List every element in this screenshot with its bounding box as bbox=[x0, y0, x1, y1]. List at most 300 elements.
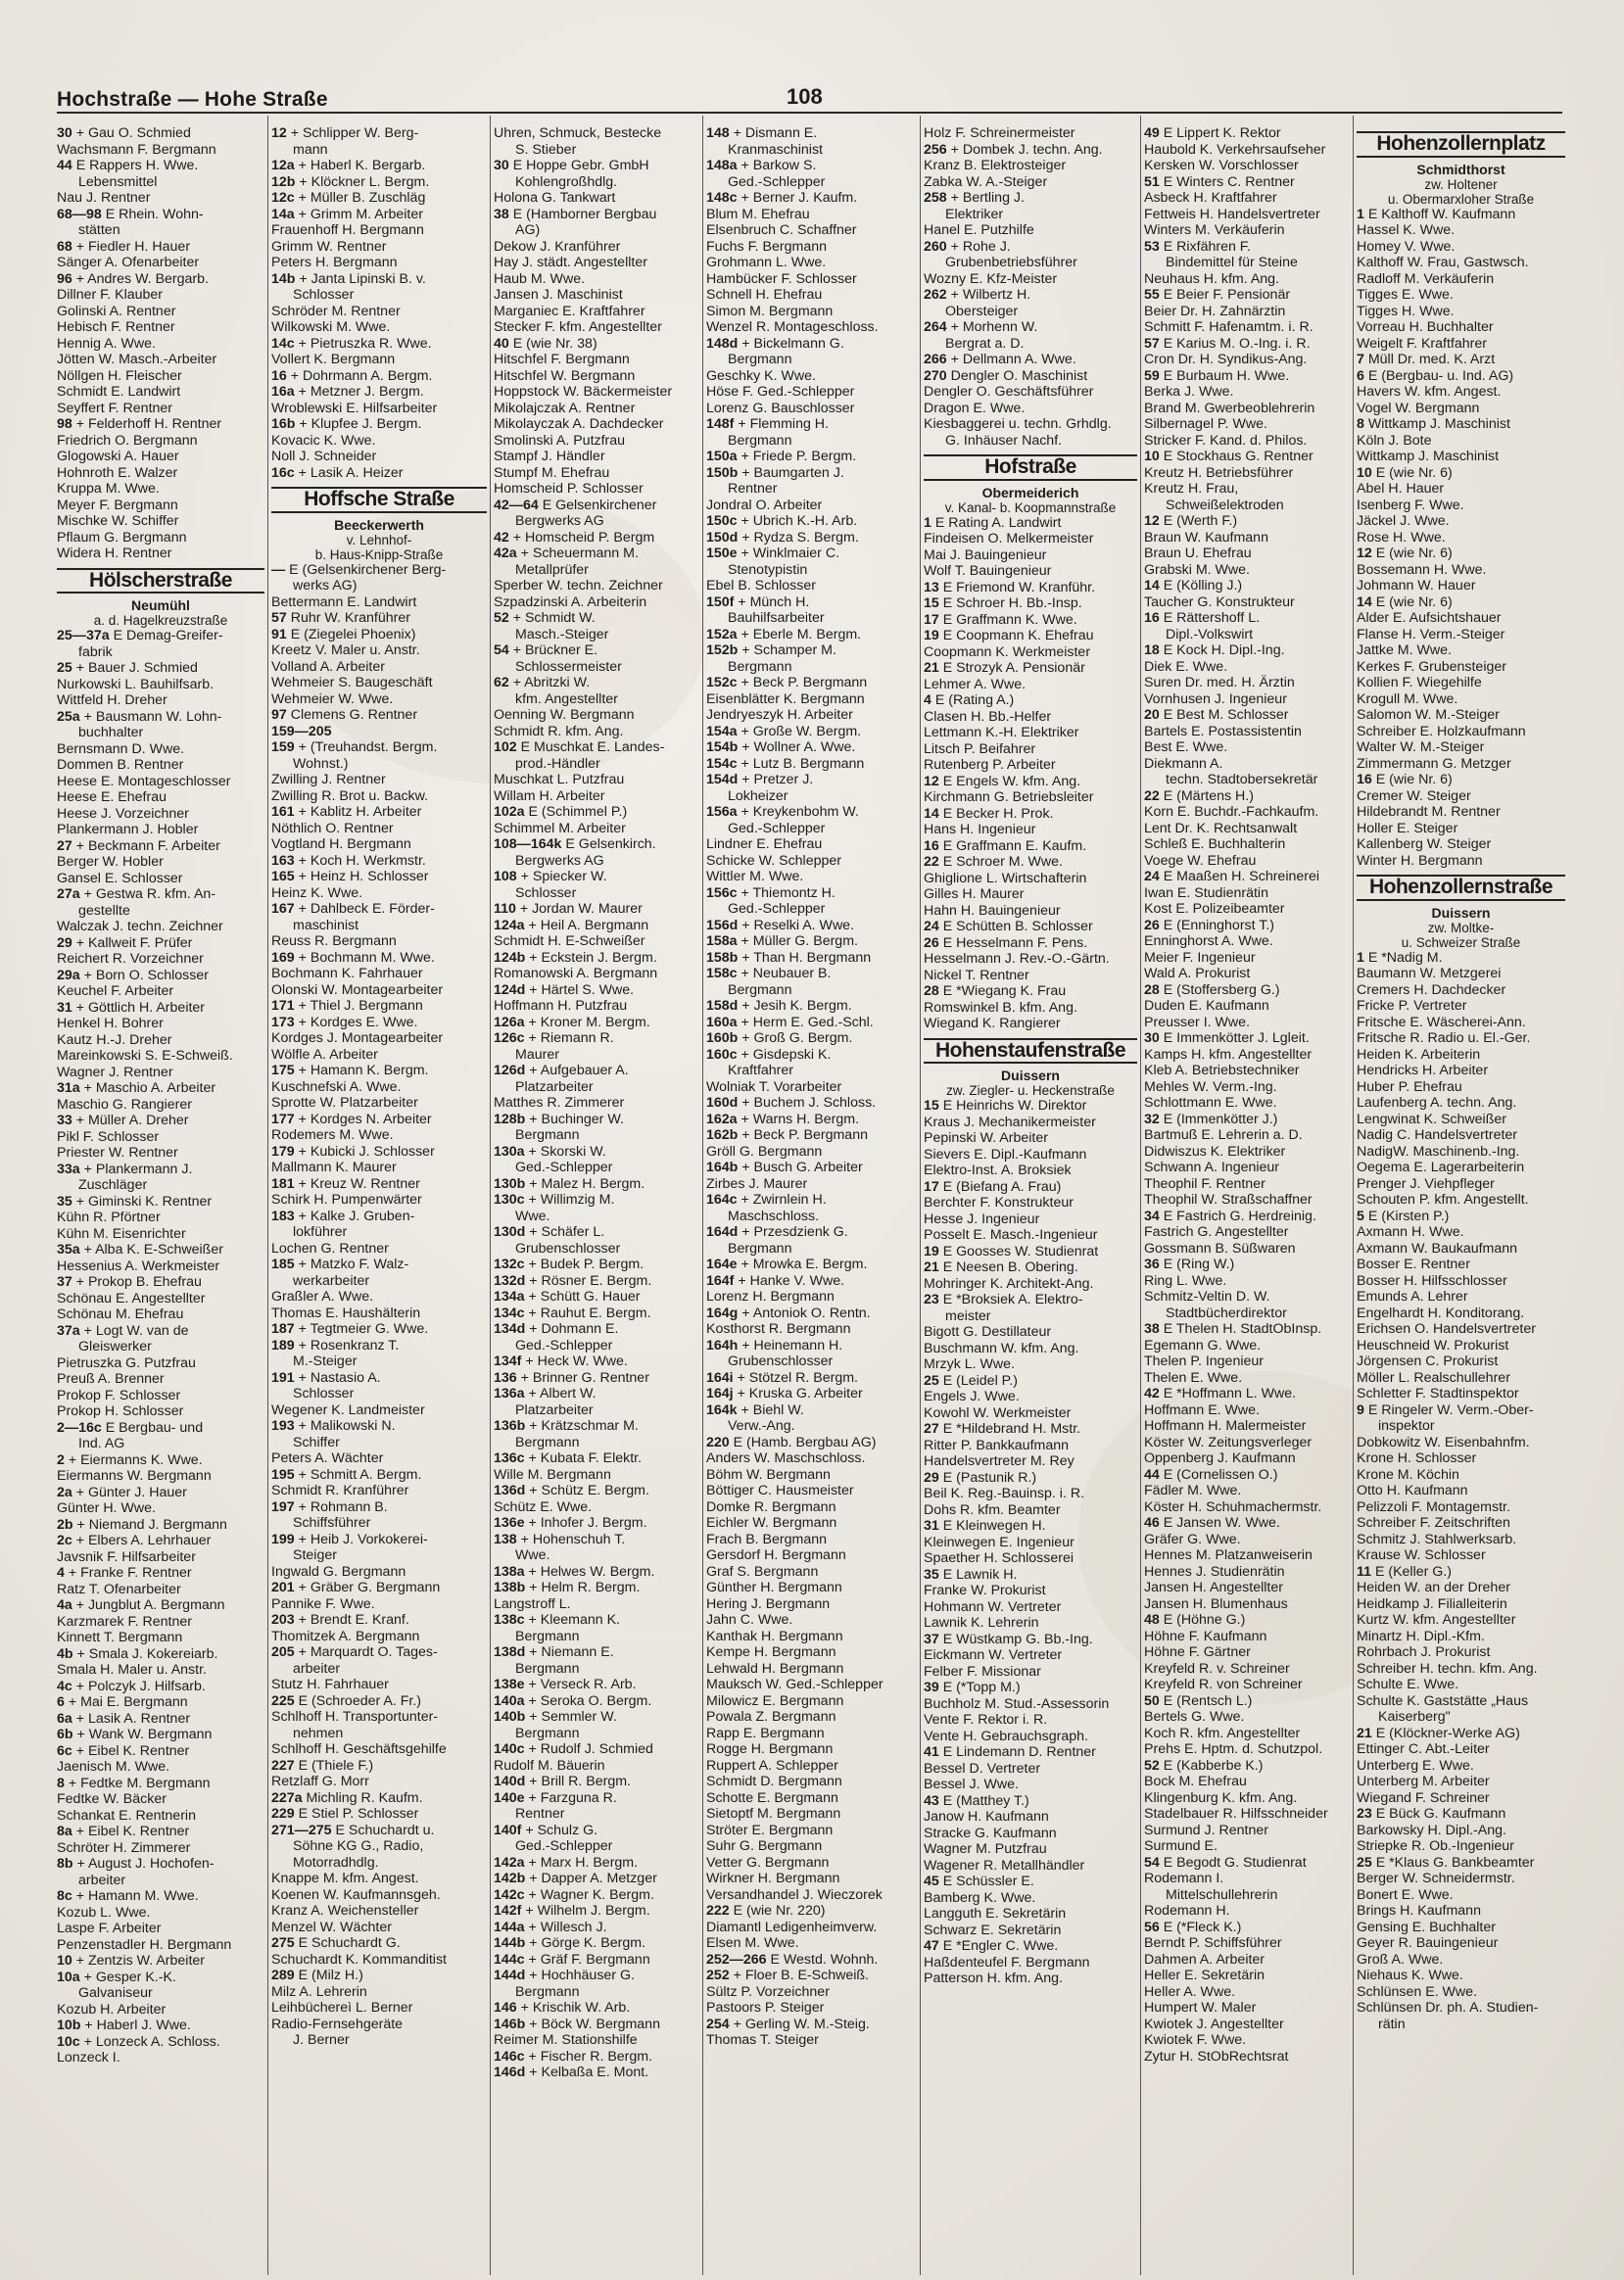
entry-text: Fädler M. Wwe. bbox=[1144, 1483, 1242, 1498]
house-number: 164k bbox=[706, 1401, 738, 1418]
entry-text: Szpadzinski A. Arbeiterin bbox=[494, 594, 647, 610]
entry-text: Michling R. Kaufm. bbox=[306, 1789, 423, 1806]
entry-text: Spaether H. Schlosserei bbox=[924, 1550, 1074, 1566]
entry-text: Otto H. Kaufmann bbox=[1357, 1483, 1468, 1498]
directory-entry bbox=[271, 433, 487, 450]
street-heading: Hofstraße bbox=[924, 454, 1137, 481]
directory-entry bbox=[924, 1147, 1137, 1164]
entry-text: + Buchem J. Schloss. bbox=[741, 1095, 877, 1111]
entry-text: Frach B. Bergmann bbox=[706, 1531, 828, 1547]
entry-text: Mittelschullehrerin bbox=[1166, 1886, 1278, 1903]
house-number: 13 bbox=[924, 579, 939, 595]
house-number: 12c bbox=[271, 190, 295, 206]
directory-entry bbox=[57, 1824, 264, 1840]
entry-text: + Willesch J. bbox=[528, 1919, 607, 1935]
entry-continuation bbox=[494, 1435, 699, 1451]
entry-text: Voege W. Ehefrau bbox=[1144, 852, 1257, 869]
directory-entry bbox=[57, 1921, 264, 1937]
directory-entry bbox=[1144, 1677, 1350, 1693]
entry-text: Lebensmittel bbox=[78, 173, 158, 190]
directory-entry bbox=[1357, 1015, 1565, 1031]
house-number: 124d bbox=[494, 981, 526, 998]
entry-text: Motorradhdlg. bbox=[293, 1854, 379, 1871]
directory-entry bbox=[1144, 998, 1350, 1015]
entry-text: E *Hoffmann L. Wwe. bbox=[1163, 1386, 1297, 1401]
entry-continuation bbox=[271, 1435, 487, 1451]
entry-text: E Kleinwegen H. bbox=[942, 1518, 1046, 1534]
entry-continuation bbox=[57, 1436, 264, 1452]
directory-entry bbox=[1144, 465, 1350, 482]
entry-text: + Haberl J. Wwe. bbox=[84, 2018, 191, 2033]
entry-text: Rudolf M. Bäuerin bbox=[494, 1757, 605, 1774]
entry-text: E Becker H. Prok. bbox=[942, 805, 1054, 822]
directory-entry bbox=[271, 1968, 487, 1984]
entry-text: + Beck P. Bergmann bbox=[741, 1127, 868, 1143]
entry-continuation bbox=[271, 578, 487, 594]
house-number: 12 bbox=[1357, 546, 1372, 561]
directory-entry bbox=[706, 1338, 917, 1354]
directory-entry bbox=[494, 675, 699, 691]
directory-entry bbox=[1144, 1047, 1350, 1064]
entry-text: Geschky K. Wwe. bbox=[706, 367, 816, 384]
entry-text: Kanthak H. Bergmann bbox=[706, 1628, 843, 1644]
directory-entry bbox=[57, 1468, 264, 1485]
entry-text: Keuchel F. Arbeiter bbox=[57, 983, 174, 999]
directory-entry bbox=[494, 2017, 699, 2033]
directory-entry bbox=[57, 1776, 264, 1792]
house-number: 146 bbox=[494, 2000, 517, 2016]
entry-continuation bbox=[271, 1838, 487, 1855]
entry-text: Heiden K. Arbeiterin bbox=[1357, 1046, 1481, 1063]
directory-entry bbox=[57, 660, 264, 677]
directory-entry bbox=[1357, 1629, 1565, 1645]
entry-text: mann bbox=[293, 141, 328, 158]
entry-text: Pikl F. Schlosser bbox=[57, 1128, 160, 1145]
entry-text: Geyer R. Bauingenieur bbox=[1357, 1935, 1499, 1951]
house-number: 28 bbox=[924, 983, 939, 999]
house-number: 36 bbox=[1144, 1257, 1160, 1272]
entry-text: Wille M. Bergmann bbox=[494, 1466, 611, 1483]
house-number: 156a bbox=[706, 804, 738, 820]
entry-text: + Farzguna R. bbox=[528, 1789, 617, 1806]
entry-text: Widera H. Rentner bbox=[57, 546, 172, 561]
entry-text: Bergrat a. D. bbox=[945, 335, 1025, 352]
street-range-note: zw. Ziegler- u. Heckenstraße bbox=[946, 1083, 1115, 1098]
entry-text: E (Thiele F.) bbox=[298, 1757, 374, 1774]
entry-text: E Demag-Greifer- bbox=[113, 628, 223, 643]
directory-entry bbox=[271, 933, 487, 950]
directory-entry bbox=[1357, 1370, 1565, 1387]
entry-text: Kaiserberg" bbox=[1378, 1709, 1451, 1725]
entry-text: Felber F. Missionar bbox=[924, 1663, 1041, 1680]
directory-entry bbox=[494, 1741, 699, 1758]
entry-continuation bbox=[924, 207, 1137, 223]
entry-text: Hesse J. Ingenieur bbox=[924, 1211, 1040, 1227]
directory-entry bbox=[57, 628, 264, 644]
directory-entry bbox=[271, 1823, 487, 1839]
house-number: 124b bbox=[494, 949, 526, 966]
directory-entry bbox=[494, 772, 699, 788]
directory-entry bbox=[57, 1791, 264, 1808]
entry-text: Prehs E. Hptm. d. Schutzpol. bbox=[1144, 1741, 1323, 1757]
directory-entry bbox=[1144, 1693, 1350, 1710]
house-number: 179 bbox=[271, 1143, 295, 1160]
directory-entry bbox=[1144, 1095, 1350, 1112]
directory-entry bbox=[271, 1564, 487, 1581]
directory-entry bbox=[1357, 675, 1565, 691]
entry-text: + Brendt E. Kranf. bbox=[298, 1612, 409, 1628]
entry-text: Walczak J. techn. Zeichner bbox=[57, 919, 223, 934]
house-number: 110 bbox=[494, 901, 516, 917]
directory-entry bbox=[1144, 1823, 1350, 1839]
entry-text: Jahn C. Wwe. bbox=[706, 1612, 793, 1628]
entry-text: Schleß E. Buchhalterin bbox=[1144, 836, 1286, 852]
house-number: 150e bbox=[706, 546, 738, 561]
directory-entry bbox=[1144, 642, 1350, 659]
house-number: 57 bbox=[271, 610, 287, 626]
entry-text: Söhne KG G., Radio, bbox=[293, 1838, 424, 1854]
directory-entry bbox=[1144, 190, 1350, 207]
entry-text: Böhm W. Bergmann bbox=[706, 1466, 831, 1483]
entry-text: Uhren, Schmuck, Bestecke bbox=[494, 125, 662, 141]
entry-text: Bergmann bbox=[515, 1434, 580, 1450]
directory-entry bbox=[706, 336, 917, 353]
entry-text: Bergmann bbox=[728, 352, 792, 367]
entry-text: Wagner M. Putzfrau bbox=[924, 1841, 1047, 1857]
directory-entry bbox=[924, 1923, 1137, 1939]
entry-text: Prenger J. Viehpfleger bbox=[1357, 1175, 1495, 1192]
directory-entry bbox=[706, 1273, 917, 1290]
directory-entry bbox=[1357, 788, 1565, 805]
entry-text: + Kreuz W. Rentner bbox=[298, 1175, 420, 1192]
directory-entry bbox=[1144, 1192, 1350, 1209]
directory-entry bbox=[494, 1935, 699, 1952]
directory-entry bbox=[706, 1629, 917, 1645]
house-number: 150b bbox=[706, 464, 739, 481]
entry-text: E Karius M. O.-Ing. i. R. bbox=[1163, 335, 1311, 352]
directory-entry bbox=[1357, 1127, 1565, 1144]
directory-entry bbox=[494, 901, 699, 918]
entry-text: + Dahlbeck E. Förder- bbox=[298, 901, 435, 917]
directory-entry bbox=[494, 449, 699, 465]
house-number: 59 bbox=[1144, 367, 1160, 384]
directory-entry bbox=[706, 739, 917, 756]
house-number: 142c bbox=[494, 1886, 525, 1903]
directory-entry bbox=[1144, 530, 1350, 546]
directory-entry bbox=[706, 1580, 917, 1596]
directory-entry bbox=[271, 1984, 487, 2001]
entry-text: Wolf T. Bauingenieur bbox=[924, 563, 1052, 579]
entry-text: E Lawnik H. bbox=[942, 1566, 1018, 1583]
entry-text: E Westd. Wohnh. bbox=[770, 1951, 879, 1968]
entry-text: Didwiszus K. Elektriker bbox=[1144, 1143, 1286, 1160]
house-number: 140f bbox=[494, 1822, 522, 1838]
directory-entry bbox=[494, 1968, 699, 1984]
house-number: 10a bbox=[57, 1969, 80, 1985]
directory-entry bbox=[494, 578, 699, 594]
directory-entry bbox=[271, 1209, 487, 1225]
directory-entry bbox=[1144, 1289, 1350, 1306]
directory-entry bbox=[271, 368, 487, 385]
house-number: 35 bbox=[924, 1566, 939, 1583]
house-number: 225 bbox=[271, 1692, 295, 1709]
entry-text: + Härtel S. Wwe. bbox=[529, 981, 635, 998]
directory-entry bbox=[271, 724, 487, 740]
directory-entry bbox=[1144, 901, 1350, 918]
entry-text: E Coopmann K. Ehefrau bbox=[942, 628, 1094, 643]
house-number: 6b bbox=[57, 1727, 73, 1742]
directory-entry bbox=[706, 1758, 917, 1775]
directory-entry bbox=[494, 1758, 699, 1775]
directory-entry bbox=[1357, 804, 1565, 821]
house-number: 44 bbox=[57, 158, 72, 173]
column-2 bbox=[271, 125, 487, 2260]
entry-text: Ged.-Schlepper bbox=[728, 901, 826, 917]
entry-text: E (Bergbau- u. Ind. AG) bbox=[1367, 367, 1514, 384]
directory-entry bbox=[1357, 1450, 1565, 1467]
entry-text: arbeiter bbox=[293, 1660, 341, 1677]
house-number: 160d bbox=[706, 1095, 739, 1111]
directory-entry bbox=[494, 239, 699, 256]
entry-text: Günter H. Wwe. bbox=[57, 1500, 156, 1516]
entry-text: E (wie Nr. 6) bbox=[1375, 464, 1453, 481]
entry-text: E (*Topp M.) bbox=[942, 1680, 1021, 1695]
entry-continuation bbox=[494, 659, 699, 676]
house-number: 48 bbox=[1144, 1612, 1160, 1628]
directory-entry bbox=[706, 1144, 917, 1161]
entry-text: prod.-Händler bbox=[515, 755, 600, 772]
entry-text: Elsen M. Wwe. bbox=[706, 1935, 799, 1951]
directory-entry bbox=[271, 885, 487, 902]
directory-entry bbox=[57, 1953, 264, 1970]
entry-text: + Prokop B. Ehefrau bbox=[75, 1274, 202, 1290]
directory-entry bbox=[924, 1615, 1137, 1632]
directory-entry bbox=[706, 1806, 917, 1823]
entry-text: Dohs R. kfm. Beamter bbox=[924, 1501, 1061, 1518]
directory-entry bbox=[706, 222, 917, 239]
entry-text: E Neesen B. Obering. bbox=[942, 1259, 1078, 1275]
directory-entry bbox=[1357, 1758, 1565, 1775]
entry-text: Kempe H. Bergmann bbox=[706, 1644, 836, 1660]
entry-text: Nurkowski L. Bauhilfsarb. bbox=[57, 676, 215, 692]
house-number: 57 bbox=[1144, 335, 1160, 352]
entry-text: Eickmann W. Vertreter bbox=[924, 1647, 1063, 1663]
entry-text: Ind. AG bbox=[78, 1436, 125, 1451]
directory-entry bbox=[494, 1871, 699, 1887]
entry-text: Heller A. Wwe. bbox=[1144, 1983, 1236, 2000]
directory-entry bbox=[706, 384, 917, 401]
directory-entry bbox=[1357, 1532, 1565, 1548]
directory-entry bbox=[706, 642, 917, 659]
entry-continuation bbox=[494, 1547, 699, 1564]
entry-text: E Bergbau- und bbox=[105, 1419, 204, 1436]
entry-text: buchhalter bbox=[78, 725, 144, 740]
entry-text: Bossemann H. Wwe. bbox=[1357, 561, 1487, 578]
entry-text: Gilles H. Maurer bbox=[924, 886, 1025, 902]
house-number: 158c bbox=[706, 966, 738, 981]
directory-entry bbox=[271, 950, 487, 967]
directory-entry bbox=[706, 304, 917, 320]
directory-entry bbox=[271, 449, 487, 465]
entry-text: E Winters C. Rentner bbox=[1163, 173, 1295, 190]
entry-text: + Fedtke M. Bergmann bbox=[68, 1775, 211, 1791]
directory-entry bbox=[57, 2002, 264, 2019]
entry-text: Höse F. Ged.-Schlepper bbox=[706, 384, 855, 400]
directory-entry bbox=[271, 1370, 487, 1387]
entry-text: Matthes R. Zimmerer bbox=[494, 1095, 625, 1111]
house-number: 68 bbox=[57, 238, 72, 255]
directory-entry bbox=[494, 1450, 699, 1467]
directory-entry bbox=[494, 207, 699, 223]
entry-text: Krone H. Schlosser bbox=[1357, 1450, 1477, 1466]
entry-text: Leihbüchereì L. Berner bbox=[271, 2000, 413, 2016]
entry-continuation bbox=[706, 1241, 917, 1258]
directory-entry bbox=[1144, 1547, 1350, 1564]
entry-text: Wölfle A. Arbeiter bbox=[271, 1046, 378, 1063]
entry-text: Muschkat L. Putzfrau bbox=[494, 772, 625, 787]
entry-text: + Hochhäuser G. bbox=[529, 1968, 635, 1983]
directory-entry bbox=[57, 806, 264, 823]
entry-continuation bbox=[494, 627, 699, 643]
directory-entry bbox=[271, 1079, 487, 1096]
entry-text: Hohnroth E. Walzer bbox=[57, 464, 178, 481]
directory-entry bbox=[924, 1115, 1137, 1131]
entry-continuation bbox=[494, 1209, 699, 1225]
entry-text: Homscheid P. Schlosser bbox=[494, 481, 644, 497]
directory-entry bbox=[1357, 207, 1565, 223]
directory-entry bbox=[57, 336, 264, 353]
directory-entry bbox=[271, 319, 487, 336]
directory-entry bbox=[1357, 255, 1565, 271]
entry-text: E (Cornelissen O.) bbox=[1163, 1466, 1278, 1483]
entry-text: + Bausmann W. Lohn- bbox=[83, 708, 222, 725]
directory-entry bbox=[924, 416, 1137, 433]
entry-text: Ged.-Schlepper bbox=[728, 820, 826, 836]
directory-entry bbox=[1357, 401, 1565, 417]
directory-entry bbox=[1144, 788, 1350, 805]
entry-text: Köster W. Zeitungsverleger bbox=[1144, 1434, 1313, 1450]
entry-text: Stutz H. Fahrhauer bbox=[271, 1677, 389, 1692]
directory-entry bbox=[494, 836, 699, 853]
street-range-note: v. Lehnhof- bbox=[346, 532, 412, 547]
directory-entry bbox=[57, 255, 264, 271]
house-number: 14 bbox=[1144, 578, 1160, 594]
directory-entry bbox=[57, 2018, 264, 2034]
directory-entry bbox=[1144, 1483, 1350, 1499]
entry-text: Stracke G. Kaufmann bbox=[924, 1825, 1057, 1841]
house-number: 140d bbox=[494, 1774, 526, 1789]
directory-entry bbox=[706, 1838, 917, 1855]
directory-entry bbox=[706, 1823, 917, 1839]
entry-text: + Gräf F. Bergmann bbox=[528, 1951, 650, 1968]
entry-text: Diek E. Wwe. bbox=[1144, 658, 1228, 675]
entry-text: Kost E. Polizeibeamter bbox=[1144, 901, 1285, 917]
directory-entry bbox=[271, 174, 487, 191]
entry-text: + Schütz E. Bergm. bbox=[529, 1483, 649, 1498]
directory-entry bbox=[57, 1032, 264, 1049]
directory-entry bbox=[494, 368, 699, 385]
directory-entry bbox=[924, 983, 1137, 1000]
house-number: 1 bbox=[1357, 206, 1364, 222]
entry-text: Bergmann bbox=[515, 1983, 580, 2000]
entry-text: Neuhaus H. kfm. Ang. bbox=[1144, 270, 1280, 287]
entry-text: Nöllgen H. Fleischer bbox=[57, 367, 182, 384]
directory-entry bbox=[924, 806, 1137, 823]
house-number: 14c bbox=[271, 335, 295, 352]
entry-text: Pepinski W. Arbeiter bbox=[924, 1130, 1048, 1146]
entry-text: Schnell H. Ehefrau bbox=[706, 287, 823, 303]
directory-entry bbox=[1357, 1435, 1565, 1451]
entry-text: Wiegand F. Schreiner bbox=[1357, 1789, 1490, 1806]
directory-entry bbox=[57, 1808, 264, 1825]
entry-continuation bbox=[706, 1209, 917, 1225]
entry-text: E Jansen W. Wwe. bbox=[1163, 1515, 1280, 1531]
entry-text: + Thiel J. Bergmann bbox=[298, 998, 423, 1014]
directory-entry bbox=[1144, 756, 1350, 773]
entry-text: Krogull M. Wwe. bbox=[1357, 690, 1458, 707]
entry-continuation bbox=[494, 691, 699, 708]
entry-text: + Friede P. Bergm. bbox=[740, 449, 857, 464]
entry-text: Jendryeszyk H. Arbeiter bbox=[706, 707, 853, 723]
entry-text: E Ringeler W. Verm.-Ober- bbox=[1367, 1401, 1534, 1418]
directory-entry bbox=[924, 709, 1137, 726]
entry-text: nehmen bbox=[293, 1725, 344, 1741]
house-number: 9 bbox=[1357, 1401, 1364, 1418]
directory-entry bbox=[1144, 1015, 1350, 1031]
entry-text: + Floer B. E-Schweiß. bbox=[733, 1968, 869, 1983]
entry-text: Ring L. Wwe. bbox=[1144, 1272, 1227, 1289]
entry-text: Ebel B. Schlosser bbox=[706, 578, 816, 594]
house-number: 4c bbox=[57, 1678, 72, 1694]
directory-entry bbox=[706, 368, 917, 385]
directory-entry bbox=[924, 1647, 1137, 1664]
directory-entry bbox=[57, 546, 264, 562]
directory-entry bbox=[706, 271, 917, 288]
directory-entry bbox=[494, 1224, 699, 1241]
directory-entry bbox=[1357, 642, 1565, 659]
entry-text: Bessel J. Wwe. bbox=[924, 1777, 1019, 1792]
directory-entry bbox=[1357, 546, 1565, 562]
entry-text: + Brückner E. bbox=[512, 642, 598, 658]
entry-text: Pannike F. Wwe. bbox=[271, 1595, 375, 1612]
entry-text: Fricke P. Vertreter bbox=[1357, 998, 1467, 1014]
entry-continuation bbox=[924, 304, 1137, 320]
entry-continuation bbox=[1144, 255, 1350, 271]
directory-entry bbox=[57, 125, 264, 142]
entry-continuation bbox=[494, 562, 699, 579]
entry-text: Kautz H.-J. Dreher bbox=[57, 1031, 172, 1048]
directory-entry bbox=[271, 384, 487, 401]
entry-text: Hoppstock W. Bäckermeister bbox=[494, 384, 673, 400]
directory-entry bbox=[924, 222, 1137, 239]
house-number: 161 bbox=[271, 804, 295, 820]
house-number: 12b bbox=[271, 173, 296, 190]
house-number: 126a bbox=[494, 1014, 525, 1030]
entry-text: Rodemann H. bbox=[1144, 1903, 1230, 1919]
entry-text: E (wie Nr. 6) bbox=[1375, 772, 1453, 787]
directory-entry bbox=[1144, 804, 1350, 821]
directory-entry bbox=[1144, 1564, 1350, 1581]
column-divider bbox=[267, 116, 268, 2275]
entry-text: + Kruska G. Arbeiter bbox=[737, 1386, 863, 1401]
directory-entry bbox=[494, 1144, 699, 1161]
entry-text: + Heil A. Bergmann bbox=[528, 917, 649, 933]
directory-entry bbox=[924, 1841, 1137, 1858]
directory-entry bbox=[57, 1355, 264, 1372]
house-number: 258 bbox=[924, 190, 947, 206]
house-number: 142a bbox=[494, 1854, 525, 1871]
entry-text: Lengwinat K. Schweißer bbox=[1357, 1111, 1506, 1127]
